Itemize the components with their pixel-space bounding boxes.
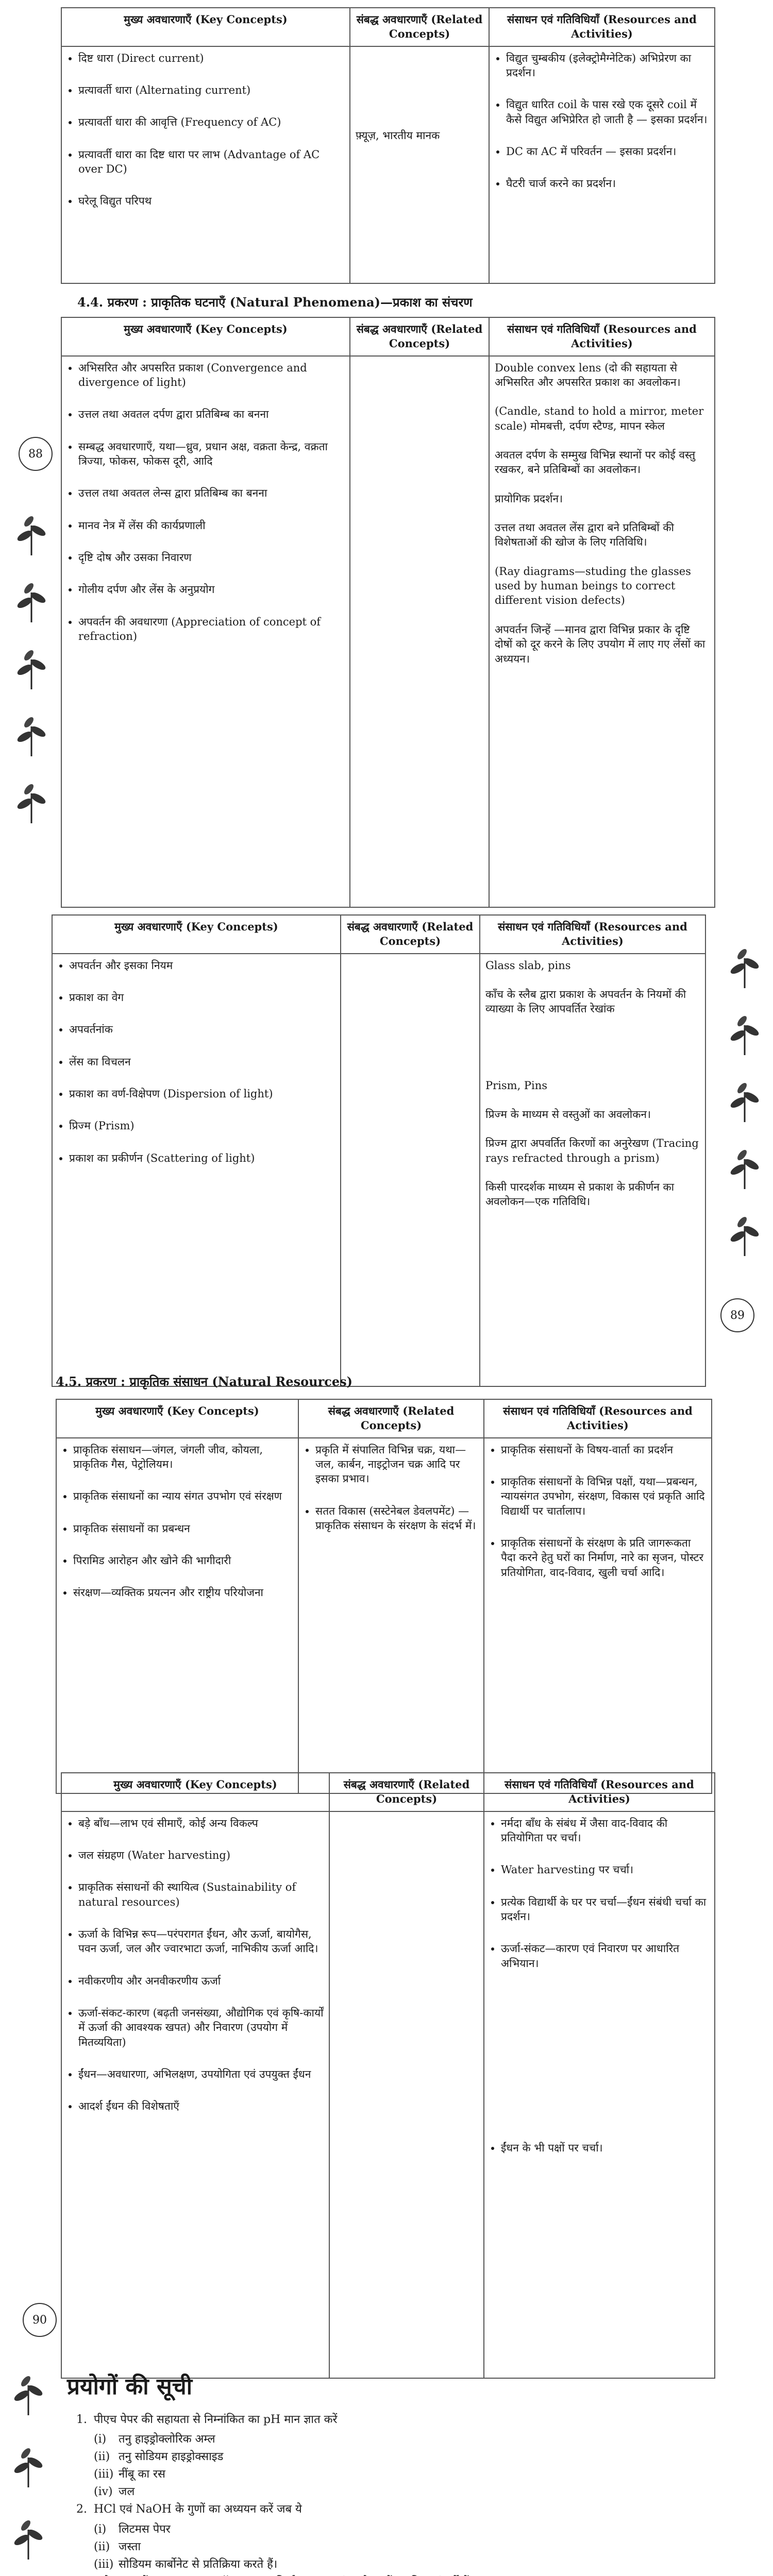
list-item: • उत्तल तथा अवतल लेन्स द्वारा प्रतिबिम्ब का बनना bbox=[78, 486, 344, 500]
plant-decoration-icon bbox=[10, 2514, 46, 2561]
list-item: • बड़े बाँध—लाभ एवं सीमाएँ, कोई अन्य विकल्प bbox=[78, 1816, 324, 1831]
key-concepts-cell bbox=[61, 46, 350, 283]
resource-text: (Ray diagrams—studing the glasses used by human beings to correct different vision defects) bbox=[495, 565, 691, 607]
list-item: • आदर्श ईंधन की विशेषताएँ bbox=[78, 2099, 324, 2113]
list-item: • सम्बद्ध अवधारणाएँ, यथा—ध्रुव, प्रधान अक्ष, वक्रता केन्द्र, वक्रता त्रिज्या, फोकस, फोकस दूरी, आदि bbox=[78, 439, 344, 469]
table-energy bbox=[61, 1772, 715, 2379]
list-item: • संरक्षण—व्यक्तिक प्रयत्नन और राष्ट्रीय परियोजना bbox=[73, 1585, 293, 1600]
list-item: • प्रत्येक विद्यार्थी के घर पर चर्चा—ईंधन संबंधी चर्चा का प्रदर्शन। bbox=[501, 1895, 709, 1924]
subitem-text: नींबू का रस bbox=[119, 2468, 165, 2481]
resource-text: Prism, Pins bbox=[485, 1079, 548, 1092]
list-item: • प्रकाश का वेग bbox=[69, 990, 335, 1005]
list-item: • अपवर्तनांक bbox=[69, 1022, 335, 1037]
plant-decoration-icon bbox=[13, 644, 49, 690]
subitem-number: (i) bbox=[94, 2522, 107, 2536]
table-natural-resources bbox=[56, 1399, 712, 1794]
list-item: • घैटरी चार्ज करने का प्रदर्शन। bbox=[506, 176, 709, 191]
list-item: • प्राकृतिक संसाधनों के विभिन्न पक्षों, यथा—प्रबन्धन, न्यायसंगत उपभोग, संरक्षण, विकास एवं प्रकृति आदि विद्यार्थी पर चार्तालाप। bbox=[501, 1475, 706, 1518]
resource-text: (Candle, stand to hold a mirror, meter scale) मोमबत्ती, दर्पण स्टैण्ड, मापन स्केल bbox=[495, 405, 704, 432]
list-item: • प्रत्यावर्ती धारा (Alternating current) bbox=[78, 83, 344, 97]
list-item: • प्राकृतिक संसाधनों के विषय-वार्ता का प्रदर्शन bbox=[501, 1443, 706, 1457]
list-item: • नर्मदा बाँध के संबंध में जैसा वाद-विवाद की प्रतियोगिता पर चर्चा। bbox=[501, 1816, 709, 1845]
page-number: 89 bbox=[720, 1298, 754, 1332]
list-item: • सतत विकास (सस्टेनेबल डेवलपमेंट) — प्राकृतिक संसाधन के संरक्षण के संदर्भ में। bbox=[315, 1504, 478, 1533]
list-item: • ऊर्जा के विभिन्न रूप—परंपरागत ईंधन, और ऊर्जा, बायोगैस, पवन ऊर्जा, जल और ज्वारभाटा ऊर्जा, नाभिकीय ऊर्जा आदि। bbox=[78, 1927, 324, 1956]
subitem-number: (iii) bbox=[94, 2557, 114, 2571]
plant-decoration-icon bbox=[13, 510, 49, 556]
section-heading-4-4: 4.4. प्रकरण : प्राकृतिक घटनाएँ (Natural Phenomena)—प्रकाश का संचरण bbox=[77, 295, 473, 310]
list-item: • प्राकृतिक संसाधनों का प्रबन्धन bbox=[73, 1521, 293, 1536]
experiment-item bbox=[76, 2501, 741, 2518]
list-item: • ऊर्जा-संकट-कारण (बढ़ती जनसंख्या, औद्योगिक एवं कृषि-कार्यों में ऊर्जा की आवश्यक खपत) और निवारण (उपयोग में मितव्ययिता) bbox=[78, 2006, 324, 2049]
related-concepts-cell bbox=[350, 46, 489, 283]
list-item: • जल संग्रहण (Water harvesting) bbox=[78, 1848, 324, 1862]
list-item: • विद्युत चुम्बकीय (इलेक्ट्रोमैग्नेटिक) अभिप्रेरण का प्रदर्शन। bbox=[506, 51, 709, 80]
list-item: • नवीकरणीय और अनवीकरणीय ऊर्जा bbox=[78, 1974, 324, 1988]
col-key-concepts: मुख्य अवधारणाएँ (Key Concepts) bbox=[61, 8, 350, 46]
experiment-subitem bbox=[76, 2431, 741, 2448]
subitem-text: तनु सोडियम हाइड्रोक्साइड bbox=[119, 2450, 224, 2464]
plant-decoration-icon bbox=[727, 943, 763, 989]
key-concepts-cell bbox=[52, 954, 341, 1386]
list-item: • प्रकाश का वर्ण-विक्षेपण (Dispersion of light) bbox=[69, 1087, 335, 1101]
list-item: • प्राकृतिक संसाधनों की स्थायित्व (Sustainability of natural resources) bbox=[78, 1880, 324, 1909]
section-heading-4-5: 4.5. प्रकरण : प्राकृतिक संसाधन (Natural Resources) bbox=[56, 1374, 353, 1389]
list-item: • अपवर्तन की अवधारणा (Appreciation of concept of refraction) bbox=[78, 615, 344, 644]
list-item: • Water harvesting पर चर्चा। bbox=[501, 1862, 709, 1877]
list-item: • ईंधन के भी पक्षों पर चर्चा। bbox=[501, 2141, 709, 2155]
resource-text: प्रायोगिक प्रदर्शन। bbox=[495, 492, 563, 505]
table-light bbox=[61, 317, 715, 908]
resource-text: अपवर्तन जिन्हें —मानव द्वारा विभिन्न प्रकार के दृष्टि दोषों को दूर करने के लिए उपयोग में लाए गए लेंसों का अध्ययन। bbox=[495, 623, 705, 665]
list-item: • प्रकाश का प्रकीर्णन (Scattering of light) bbox=[69, 1151, 335, 1165]
list-item: • मानव नेत्र में लेंस की कार्यप्रणाली bbox=[78, 518, 344, 533]
plant-decoration-icon bbox=[10, 2370, 46, 2416]
experiment-number: 1. bbox=[76, 2413, 87, 2426]
subitem-number: (ii) bbox=[94, 2540, 110, 2553]
related-concepts-cell bbox=[298, 1438, 484, 1793]
resources-cell bbox=[480, 954, 705, 1386]
experiment-number: 2. bbox=[76, 2503, 87, 2516]
list-item: • दिष्ट धारा (Direct current) bbox=[78, 51, 344, 65]
col-resources: संसाधन एवं गतिविधियाँ (Resources and Activities) bbox=[484, 1773, 715, 1811]
resource-text: Glass slab, pins bbox=[485, 959, 571, 972]
resource-text: किसी पारदर्शक माध्यम से प्रकाश के प्रकीर्णन का अवलोकन—एक गतिविधि। bbox=[485, 1181, 675, 1208]
list-item: • प्रिज्म (Prism) bbox=[69, 1118, 335, 1133]
experiments-list bbox=[76, 2411, 741, 2576]
plant-decoration-icon bbox=[10, 2442, 46, 2488]
col-resources: संसाधन एवं गतिविधियाँ (Resources and Activities) bbox=[489, 8, 715, 46]
subitem-number: (iv) bbox=[94, 2485, 113, 2499]
col-related-concepts: संबद्ध अवधारणाएँ (Related Concepts) bbox=[329, 1773, 484, 1811]
col-resources: संसाधन एवं गतिविधियाँ (Resources and Activities) bbox=[484, 1399, 712, 1438]
resource-text: अवतल दर्पण के सम्मुख विभिन्न स्थानों पर कोई वस्तु रखकर, बने प्रतिबिम्बों का अवलोकन। bbox=[495, 449, 696, 476]
plant-decoration-icon bbox=[727, 1144, 763, 1190]
list-item: • प्राकृतिक संसाधनों के संरक्षण के प्रति जागरूकता पैदा करने हेतु घरों का निर्माण, नारे का सृजन, पोस्टर प्रतियोगिता, वाद-विवाद, खुली चर्चा आदि। bbox=[501, 1536, 706, 1580]
list-item: • प्रत्यावर्ती धारा की आवृत्ति (Frequency of AC) bbox=[78, 115, 344, 129]
col-resources: संसाधन एवं गतिविधियाँ (Resources and Activities) bbox=[480, 915, 705, 954]
col-key-concepts: मुख्य अवधारणाएँ (Key Concepts) bbox=[61, 317, 350, 356]
col-related-concepts: संबद्ध अवधारणाएँ (Related Concepts) bbox=[298, 1399, 484, 1438]
col-key-concepts: मुख्य अवधारणाएँ (Key Concepts) bbox=[52, 915, 341, 954]
experiment-number bbox=[76, 2573, 94, 2576]
col-related-concepts: संबद्ध अवधारणाएँ (Related Concepts) bbox=[350, 317, 489, 356]
resource-text: Double convex lens (दो की सहायता से अभिसरित और अपसरित प्रकाश का अवलोकन। bbox=[495, 361, 681, 389]
experiment-text: पीएच पेपर की सहायता से निम्नांकित का pH मान ज्ञात करें bbox=[94, 2413, 338, 2426]
plant-decoration-icon bbox=[13, 577, 49, 623]
resource-text: काँच के स्लैब द्वारा प्रकाश के अपवर्तन के नियमों की व्याख्या के लिए आपवर्तित रेखांक bbox=[485, 988, 686, 1015]
related-concepts-cell bbox=[341, 954, 480, 1386]
experiment-subitem bbox=[76, 2521, 741, 2538]
experiment-subitem bbox=[76, 2448, 741, 2466]
subitem-number: (ii) bbox=[94, 2450, 110, 2464]
experiment-subitem bbox=[76, 2556, 741, 2573]
key-concepts-cell bbox=[61, 1811, 329, 2378]
subitem-text: जल bbox=[119, 2485, 135, 2499]
subitem-text: लिटमस पेपर bbox=[119, 2522, 171, 2536]
page-number: 88 bbox=[19, 437, 53, 471]
subitem-text: सोडियम कार्बोनेट से प्रतिक्रिया करते हैं। bbox=[119, 2557, 278, 2571]
key-concepts-cell bbox=[56, 1438, 298, 1793]
list-item: • प्रकृति में संपालित विभिन्न चक्र, यथा—जल, कार्बन, नाइट्रोजन चक्र आदि पर इसका प्रभाव। bbox=[315, 1443, 478, 1486]
resource-text: उत्तल तथा अवतल लेंस द्वारा बने प्रतिबिम्बों की विशेषताओं की खोज के लिए गतिविधि। bbox=[495, 521, 674, 549]
table-electricity bbox=[61, 7, 715, 284]
plant-decoration-icon bbox=[727, 1077, 763, 1123]
list-item: • अपवर्तन और इसका नियम bbox=[69, 958, 335, 973]
list-item: • दृष्टि दोष और उसका निवारण bbox=[78, 550, 344, 565]
list-item: • पिरामिड आरोहन और खोने की भागीदारी bbox=[73, 1553, 293, 1568]
col-related-concepts: संबद्ध अवधारणाएँ (Related Concepts) bbox=[350, 8, 489, 46]
experiment-subitem bbox=[76, 2538, 741, 2556]
list-item: • ईंधन—अवधारणा, अभिलक्षण, उपयोगिता एवं उपयुक्त ईंधन bbox=[78, 2067, 324, 2081]
resources-cell bbox=[489, 356, 715, 907]
resources-cell bbox=[484, 1438, 712, 1793]
list-item: • उत्तल तथा अवतल दर्पण द्वारा प्रतिबिम्ब का बनना bbox=[78, 407, 344, 421]
col-resources: संसाधन एवं गतिविधियाँ (Resources and Activities) bbox=[489, 317, 715, 356]
col-related-concepts: संबद्ध अवधारणाएँ (Related Concepts) bbox=[341, 915, 480, 954]
plant-decoration-icon bbox=[727, 1010, 763, 1056]
related-text: फ़्यूज़, भारतीय मानक bbox=[356, 129, 440, 142]
subitem-text: तनु हाइड्रोक्लोरिक अम्ल bbox=[119, 2433, 215, 2446]
col-key-concepts: मुख्य अवधारणाएँ (Key Concepts) bbox=[56, 1399, 298, 1438]
resources-cell bbox=[484, 1811, 715, 2378]
experiment-item bbox=[76, 2573, 741, 2576]
related-concepts-cell bbox=[350, 356, 489, 907]
list-item: • प्राकृतिक संसाधनों का न्याय संगत उपभोग एवं संरक्षण bbox=[73, 1489, 293, 1503]
experiment-text bbox=[94, 2573, 505, 2576]
experiment-item bbox=[76, 2411, 741, 2429]
plant-decoration-icon bbox=[727, 1211, 763, 1257]
resource-text: प्रिज्म के माध्यम से वस्तुओं का अवलोकन। bbox=[485, 1108, 651, 1121]
subitem-number: (i) bbox=[94, 2433, 107, 2446]
experiment-text: HCl एवं NaOH के गुणों का अध्ययन करें जब ये bbox=[94, 2503, 302, 2516]
list-item: • विद्युत धारित coil के पास रखे एक दूसरे coil में कैसे विद्युत अभिप्रेरित हो जाती है — इसका प्रदर्शन। bbox=[506, 97, 709, 127]
resources-cell bbox=[489, 46, 715, 283]
subitem-number: (iii) bbox=[94, 2468, 114, 2481]
experiments-title: प्रयोगों की सूची bbox=[67, 2374, 193, 2400]
col-key-concepts: मुख्य अवधारणाएँ (Key Concepts) bbox=[61, 1773, 329, 1811]
list-item: • ऊर्जा-संकट—कारण एवं निवारण पर आधारित अभियान। bbox=[501, 1941, 709, 1971]
plant-decoration-icon bbox=[13, 778, 49, 824]
list-item: • लेंस का विचलन bbox=[69, 1055, 335, 1069]
table-refraction bbox=[52, 914, 706, 1387]
list-item: • प्रत्यावर्ती धारा का दिष्ट धारा पर लाभ (Advantage of AC over DC) bbox=[78, 147, 344, 177]
resource-text: प्रिज्म द्वारा अपवर्तित किरणों का अनुरेखण (Tracing rays refracted through a prism) bbox=[485, 1137, 699, 1164]
list-item: • प्राकृतिक संसाधन—जंगल, जंगली जीव, कोयला, प्राकृतिक गैस, पेट्रोलियम। bbox=[73, 1443, 293, 1472]
list-item: • DC का AC में परिवर्तन — इसका प्रदर्शन। bbox=[506, 144, 709, 159]
list-item: • गोलीय दर्पण और लेंस के अनुप्रयोग bbox=[78, 582, 344, 597]
related-concepts-cell bbox=[329, 1811, 484, 2378]
experiment-subitem bbox=[76, 2466, 741, 2483]
experiment-subitem bbox=[76, 2483, 741, 2501]
list-item: • अभिसरित और अपसरित प्रकाश (Convergence and divergence of light) bbox=[78, 361, 344, 390]
list-item: • घरेलू विद्युत परिपथ bbox=[78, 194, 344, 208]
page-number: 90 bbox=[23, 2303, 57, 2337]
key-concepts-cell bbox=[61, 356, 350, 907]
plant-decoration-icon bbox=[13, 711, 49, 757]
subitem-text: जस्ता bbox=[119, 2540, 141, 2553]
